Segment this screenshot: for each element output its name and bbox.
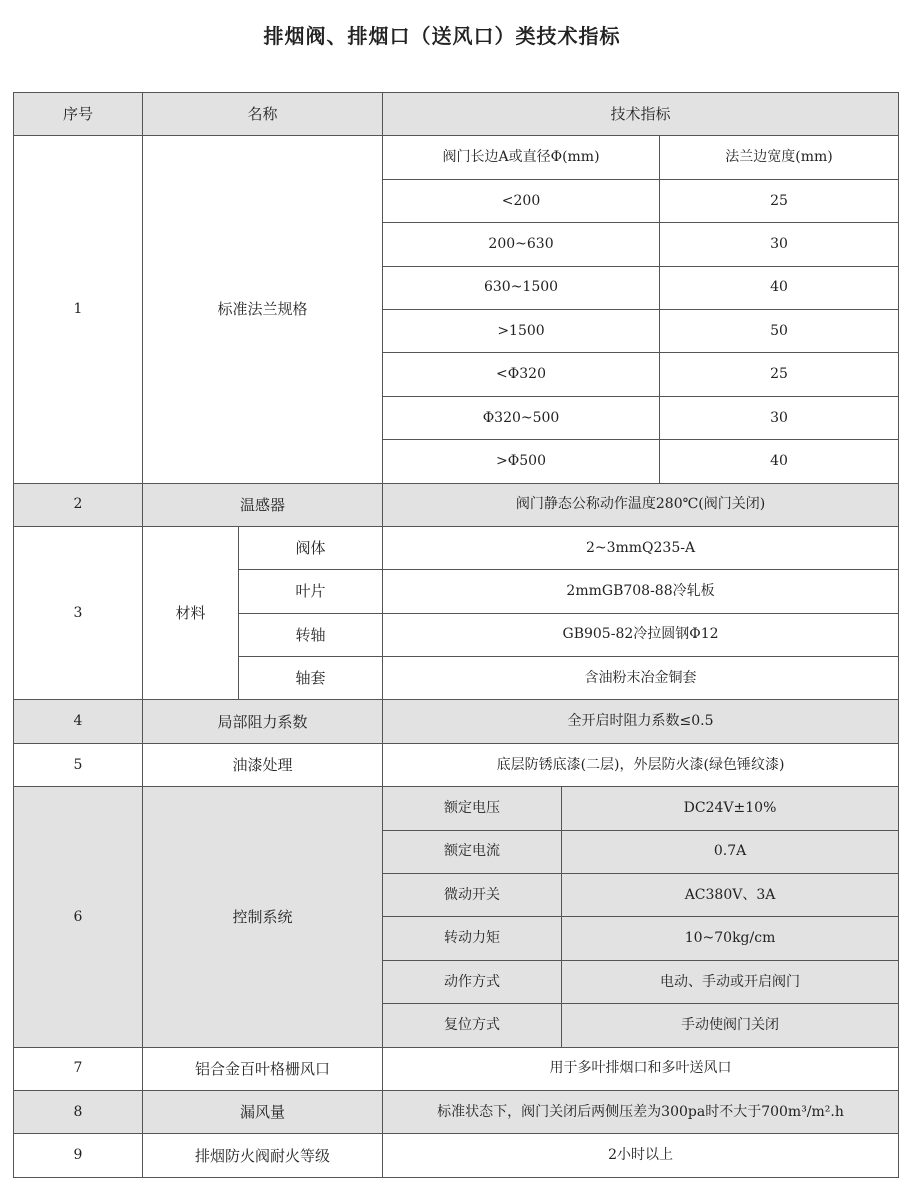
- row6-name: 控制系统: [143, 787, 383, 1047]
- row5-value: 底层防锈底漆(二层)，外层防火漆(绿色锤纹漆): [383, 743, 899, 786]
- table-row: [14, 743, 899, 786]
- table-row: [14, 526, 899, 569]
- control-param: 动作方式: [383, 960, 562, 1003]
- control-param: 额定电流: [383, 830, 562, 873]
- row1-no: 1: [14, 136, 143, 483]
- control-param: 额定电压: [383, 787, 562, 830]
- row7-name: 铝合金百叶格栅风口: [143, 1047, 383, 1090]
- table-row: [14, 787, 899, 830]
- material-part: 叶片: [239, 570, 383, 613]
- flange-width: 50: [660, 309, 899, 352]
- material-value: 2mmGB708-88冷轧板: [383, 570, 899, 613]
- material-value: 含油粉末冶金铜套: [383, 657, 899, 700]
- flange-size: 630~1500: [383, 266, 660, 309]
- control-value: 10~70kg/cm: [562, 917, 899, 960]
- control-param: 转动力矩: [383, 917, 562, 960]
- material-part: 转轴: [239, 613, 383, 656]
- header-name: 名称: [143, 93, 383, 136]
- row7-no: 7: [14, 1047, 143, 1090]
- flange-size: <Φ320: [383, 353, 660, 396]
- row4-name: 局部阻力系数: [143, 700, 383, 743]
- row2-no: 2: [14, 483, 143, 526]
- flange-width: 40: [660, 266, 899, 309]
- row9-name: 排烟防火阀耐火等级: [143, 1134, 383, 1177]
- flange-size: >1500: [383, 309, 660, 352]
- material-value: GB905-82冷拉圆钢Φ12: [383, 613, 899, 656]
- flange-size: <200: [383, 179, 660, 222]
- control-value: 0.7A: [562, 830, 899, 873]
- control-value: 电动、手动或开启阀门: [562, 960, 899, 1003]
- row2-name: 温感器: [143, 483, 383, 526]
- row7-value: 用于多叶排烟口和多叶送风口: [383, 1047, 899, 1090]
- material-part: 轴套: [239, 657, 383, 700]
- row8-value: 标准状态下，阀门关闭后两侧压差为300pa时不大于700m³/m².h: [383, 1090, 899, 1133]
- material-part: 阀体: [239, 526, 383, 569]
- table-row: [14, 483, 899, 526]
- control-param: 复位方式: [383, 1004, 562, 1047]
- flange-col-width-header: 法兰边宽度(mm): [660, 136, 899, 179]
- table-row: [14, 1134, 899, 1177]
- row3-no: 3: [14, 526, 143, 700]
- row9-value: 2小时以上: [383, 1134, 899, 1177]
- table-row: [14, 1047, 899, 1090]
- row4-value: 全开启时阻力系数≤0.5: [383, 700, 899, 743]
- row1-name: 标准法兰规格: [143, 136, 383, 483]
- row8-no: 8: [14, 1090, 143, 1133]
- flange-size: Φ320~500: [383, 396, 660, 439]
- spec-table: [13, 92, 899, 1178]
- row3-name: 材料: [143, 526, 239, 700]
- flange-col-size-header: 阀门长边A或直径Φ(mm): [383, 136, 660, 179]
- table-row: [14, 1090, 899, 1133]
- row8-name: 漏风量: [143, 1090, 383, 1133]
- flange-size: 200~630: [383, 223, 660, 266]
- header-no: 序号: [14, 93, 143, 136]
- row5-name: 油漆处理: [143, 743, 383, 786]
- flange-width: 30: [660, 223, 899, 266]
- row5-no: 5: [14, 743, 143, 786]
- flange-width: 25: [660, 179, 899, 222]
- control-value: DC24V±10%: [562, 787, 899, 830]
- flange-size: >Φ500: [383, 440, 660, 483]
- control-value: AC380V、3A: [562, 874, 899, 917]
- header-spec: 技术指标: [383, 93, 899, 136]
- material-value: 2~3mmQ235-A: [383, 526, 899, 569]
- page-title: 排烟阀、排烟口（送风口）类技术指标: [263, 24, 621, 48]
- flange-width: 25: [660, 353, 899, 396]
- table-row: [14, 700, 899, 743]
- row2-value: 阀门静态公称动作温度280℃(阀门关闭): [383, 483, 899, 526]
- table-row: [14, 136, 899, 179]
- flange-width: 40: [660, 440, 899, 483]
- table-header-row: [14, 93, 899, 136]
- row6-no: 6: [14, 787, 143, 1047]
- flange-width: 30: [660, 396, 899, 439]
- row9-no: 9: [14, 1134, 143, 1177]
- control-param: 微动开关: [383, 874, 562, 917]
- control-value: 手动使阀门关闭: [562, 1004, 899, 1047]
- row4-no: 4: [14, 700, 143, 743]
